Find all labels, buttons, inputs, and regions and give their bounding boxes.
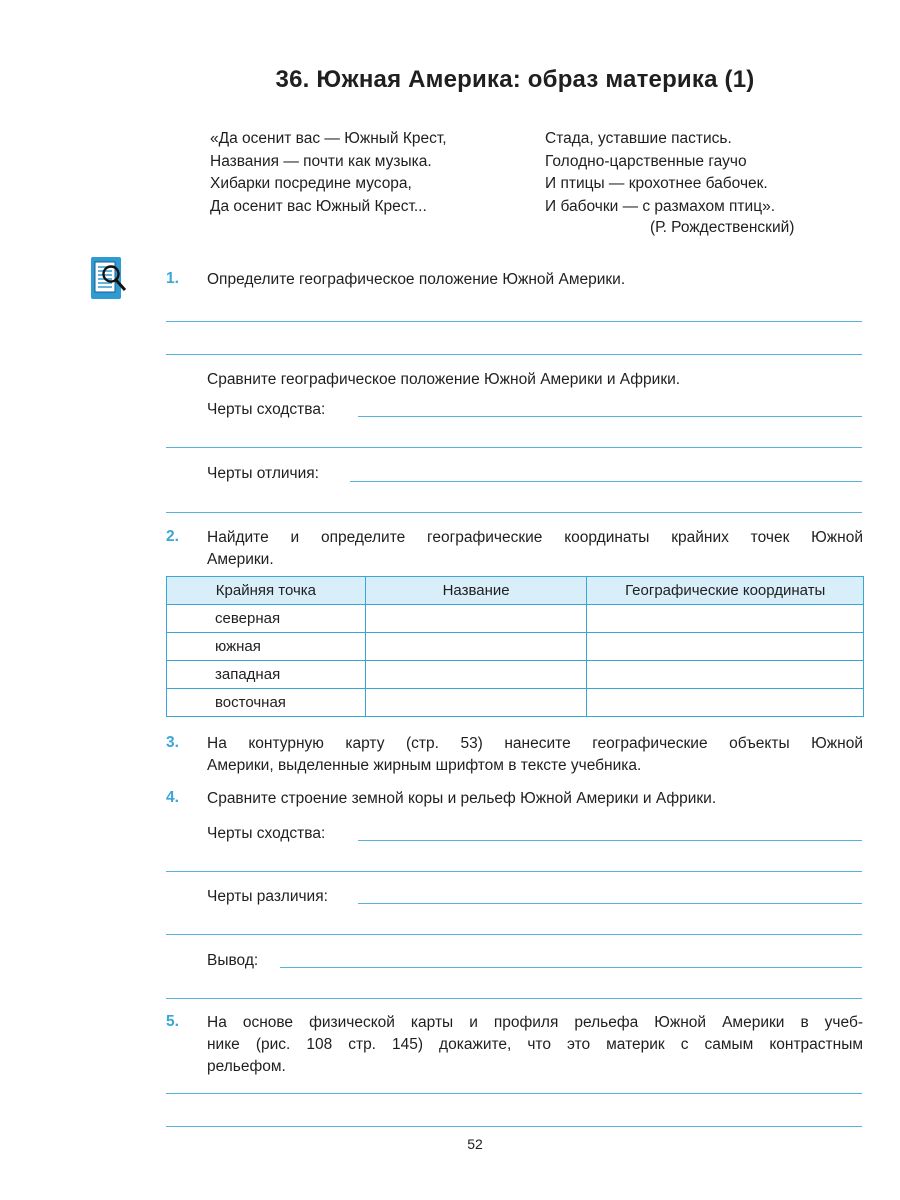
answer-line[interactable] xyxy=(166,871,862,872)
task-text: Америки. xyxy=(207,551,274,568)
task-text: Сравните географическое положение Южной Америки и Африки. xyxy=(207,371,681,388)
answer-line[interactable] xyxy=(166,512,862,513)
table-cell-input[interactable] xyxy=(587,661,864,689)
poem-line: Названия — почти как музыка. xyxy=(210,152,432,170)
table-row xyxy=(167,661,864,689)
poem-line: «Да осенит вас — Южный Крест, xyxy=(210,130,447,147)
poem-author: (Р. Рождественский) xyxy=(650,219,795,236)
table-cell-input[interactable] xyxy=(587,689,864,717)
poem-left-column xyxy=(210,128,447,218)
field-label: Черты сходства: xyxy=(207,401,326,418)
answer-line[interactable] xyxy=(358,840,862,841)
poem-line: И бабочки — с размахом птиц». xyxy=(545,197,775,215)
table-cell: западная xyxy=(167,661,366,689)
task-number: 4. xyxy=(166,789,179,806)
table-header: Крайняя точка xyxy=(167,577,366,605)
task-text: рельефом. xyxy=(207,1058,286,1075)
table-row xyxy=(167,605,864,633)
extreme-points-table xyxy=(166,576,864,717)
task-text: нике (рис. 108 стр. 145) докажите, что это материк с самым контрастным xyxy=(207,1036,863,1053)
poem-right-column xyxy=(545,128,775,218)
answer-line[interactable] xyxy=(166,934,862,935)
task-number: 3. xyxy=(166,734,179,751)
task-number: 2. xyxy=(166,528,179,545)
field-label: Черты сходства: xyxy=(207,825,326,842)
page-title: 36. Южная Америка: образ материка (1) xyxy=(275,66,755,93)
page-number: 52 xyxy=(467,1136,483,1152)
task-text: Определите географическое положение Южной Америки. xyxy=(207,271,626,288)
field-label: Вывод: xyxy=(207,952,259,969)
answer-line[interactable] xyxy=(166,354,862,355)
table-row xyxy=(167,633,864,661)
poem-line: Да осенит вас Южный Крест... xyxy=(210,197,427,215)
answer-line[interactable] xyxy=(166,321,862,322)
answer-line[interactable] xyxy=(280,967,862,968)
magnifier-on-document-icon xyxy=(91,257,121,299)
answer-line[interactable] xyxy=(166,998,862,999)
poem-line: Стада, уставшие пастись. xyxy=(545,130,732,147)
poem-line: Хибарки посредине мусора, xyxy=(210,175,412,192)
table-header: Географические координаты xyxy=(587,577,864,605)
table-cell-input[interactable] xyxy=(365,633,587,661)
answer-line[interactable] xyxy=(358,416,862,417)
answer-line[interactable] xyxy=(358,903,862,904)
task-text: На основе физической карты и профиля рельефа Южной Америки в учеб- xyxy=(207,1014,863,1031)
table-header-row xyxy=(167,577,864,605)
task-text: Сравните строение земной коры и рельеф Южной Америки и Африки. xyxy=(207,790,717,807)
table-row xyxy=(167,689,864,717)
poem-line: Голодно-царственные гаучо xyxy=(545,152,747,170)
poem-line: И птицы — крохотнее бабочек. xyxy=(545,175,768,192)
table-header: Название xyxy=(365,577,587,605)
task-text: На контурную карту (стр. 53) нанесите географические объекты Южной xyxy=(207,735,863,752)
table-cell-input[interactable] xyxy=(587,605,864,633)
task-number: 1. xyxy=(166,270,179,287)
table-cell-input[interactable] xyxy=(587,633,864,661)
task-number: 5. xyxy=(166,1013,179,1030)
answer-line[interactable] xyxy=(166,1126,862,1127)
task-text: Найдите и определите географические координаты крайних точек Южной xyxy=(207,529,863,546)
table-cell: северная xyxy=(167,605,366,633)
table-cell: восточная xyxy=(167,689,366,717)
field-label: Черты отличия: xyxy=(207,465,319,482)
table-cell-input[interactable] xyxy=(365,605,587,633)
answer-line[interactable] xyxy=(166,447,862,448)
table-cell-input[interactable] xyxy=(365,689,587,717)
answer-line[interactable] xyxy=(350,481,862,482)
answer-line[interactable] xyxy=(166,1093,862,1094)
table-cell: южная xyxy=(167,633,366,661)
table-cell-input[interactable] xyxy=(365,661,587,689)
field-label: Черты различия: xyxy=(207,888,328,905)
task-text: Америки, выделенные жирным шрифтом в тексте учебника. xyxy=(207,757,642,774)
